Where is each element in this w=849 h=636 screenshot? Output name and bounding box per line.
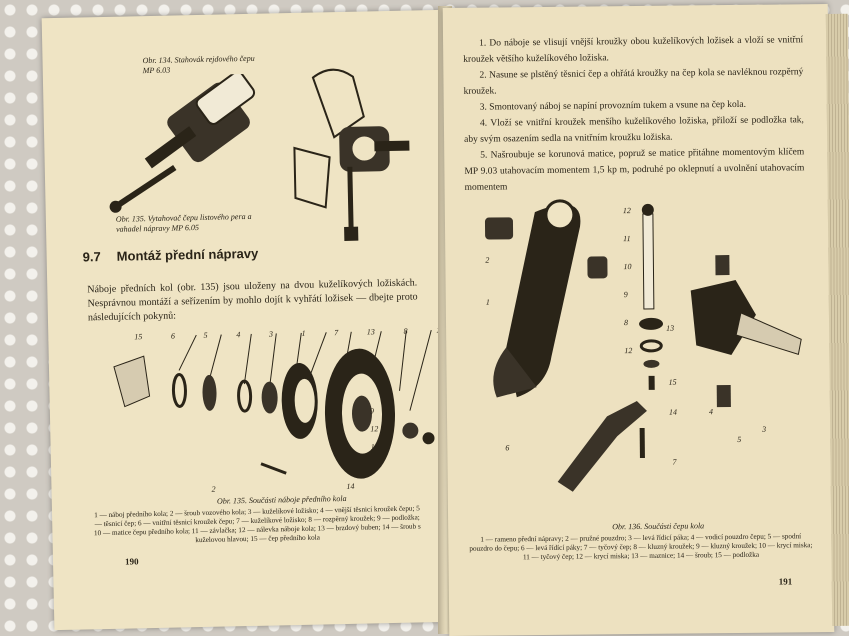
hub-label: 15 (134, 332, 143, 342)
body-paragraph: Náboje předních kol (obr. 135) jsou uloženy na dvou kuželíkových ložiskách. Nesprávnou montáží a seřízením by mohlo dojít k vyhřátí ložisek — dbejte proto následujících pokynů: (87, 277, 418, 324)
knuckle-label: 6 (505, 443, 510, 453)
knuckle-label: 11 (623, 234, 631, 244)
hub-label: 13 (366, 327, 375, 337)
section-title: Montáž přední nápravy (116, 245, 259, 264)
hub-label: 2 (211, 484, 216, 494)
right-page (443, 4, 835, 636)
hub-label: 3 (268, 329, 274, 339)
assembly-steps (463, 32, 805, 196)
knuckle-label: 5 (737, 434, 742, 444)
fig136-knuckle-illustration (475, 194, 808, 517)
fig136-caption: Obr. 136. Součásti čepu kola (612, 521, 705, 532)
fig-kingpin-illustration (273, 55, 417, 248)
page-number-left: 190 (124, 556, 139, 567)
knuckle-labels-center (623, 206, 633, 356)
left-page (42, 10, 455, 630)
knuckle-label: 7 (672, 457, 677, 467)
step-text: 4. Vloží se vnitřní kroužek menšího kuželíkového ložiska, přiloží se podložka tak, aby svým osazením sedla na vnitřním kroužku ložiska. (464, 115, 804, 145)
open-book (38, 6, 846, 636)
step-text: 2. Nasune se plstěný těsnicí čep a ohřátá kroužky na čep kola se navléknou rozpěrný kroužek. (463, 67, 804, 97)
knuckle-label: 12 (622, 206, 631, 216)
fig134-puller-illustration (103, 73, 286, 217)
fig134-caption: Obr. 134. Stahovák rejdového čepu MP 6.03 (142, 53, 255, 76)
fig135-caption: Obr. 135. Vytahovač čepu listového pera a vahadel nápravy MP 6.05 (115, 211, 252, 234)
section-number: 9.7 (82, 249, 101, 265)
hub-label: 9 (369, 406, 375, 416)
knuckle-label: 14 (668, 407, 678, 417)
hub-label: 1 (301, 328, 306, 338)
hub-label: 11 (370, 442, 379, 452)
hub-label: 6 (170, 331, 176, 341)
knuckle-label: 8 (623, 318, 629, 328)
knuckle-label: 10 (623, 262, 632, 272)
knuckle-label: 9 (623, 290, 628, 300)
section-heading (82, 246, 258, 265)
knuckle-label: 4 (708, 407, 714, 417)
step-text: 3. Smontovaný náboj se napíní provozním tukem a vsune na čep kola. (479, 99, 747, 113)
page-edges (826, 14, 849, 626)
step-text: 5. Našroubuje se korunová matice, popruž se matice přitáhne momentovým klíčem MP 9.03 utahovacím momentem 1,5 kp m, podruhé po oklepnutí a uvolnění utahovacím momentem (464, 147, 805, 193)
fig-hub-exploded-illustration (108, 320, 441, 497)
hub-label: 14 (346, 481, 355, 491)
knuckle-label: 13 (666, 323, 675, 333)
knuckle-label: 1 (485, 297, 490, 307)
hub-label: 8 (403, 326, 408, 336)
knuckle-label: 3 (762, 424, 767, 434)
fig-hub-legend: 1 — náboj předního kola; 2 — šroub vozového kola; 3 — kuželíkové ložisko; 4 — vnější těsnicí kroužek čepu; 5 — těsnicí čep; 6 — vnitřní těsnicí kroužek čepu; 7 — kuželíkové ložisko; 8 — rozpěrný kroužek; 9 — podložka; 10 — matice čepu předního kola; 11 — závlačka; 12 — nálevka náboje kola; 13 — brzdový buben; 14 — šroub s kuželovou hlavou; 15 — čep předního kola (93, 504, 421, 545)
hub-label: 5 (203, 330, 208, 340)
page-number-right: 191 (778, 576, 793, 587)
hub-label: 7 (334, 328, 339, 338)
hub-label: 12 (370, 424, 379, 434)
knuckle-label: 15 (668, 377, 677, 387)
fig-hub-caption: Obr. 135. Součásti náboje předního kola (216, 493, 347, 506)
step-text: 1. Do náboje se vlisují vnější kroužky obou kuželíkových ložisek a vloží se vnitřní kroužek většího kuželíkového ložiska. (463, 35, 804, 65)
knuckle-label: 12 (624, 346, 633, 356)
hub-callout-labels-right (370, 406, 379, 452)
hub-label: 4 (236, 330, 241, 340)
knuckle-label: 2 (485, 255, 490, 265)
fig136-legend: 1 — rameno přední nápravy; 2 — pružné pouzdro; 3 — levá řídicí páka; 4 — vodicí pouzdro čepu; 5 — spodní pouzdro do čepu; 6 — levá řídící páky; 7 — tyčový čep; 8 — kluzný kroužek; 9 — kluzný kroužek; 10 — krycí miska; 11 — tyčový čep; 12 — krycí miska; 13 — maznice; 14 — šroub; 15 — podložka (469, 532, 813, 562)
